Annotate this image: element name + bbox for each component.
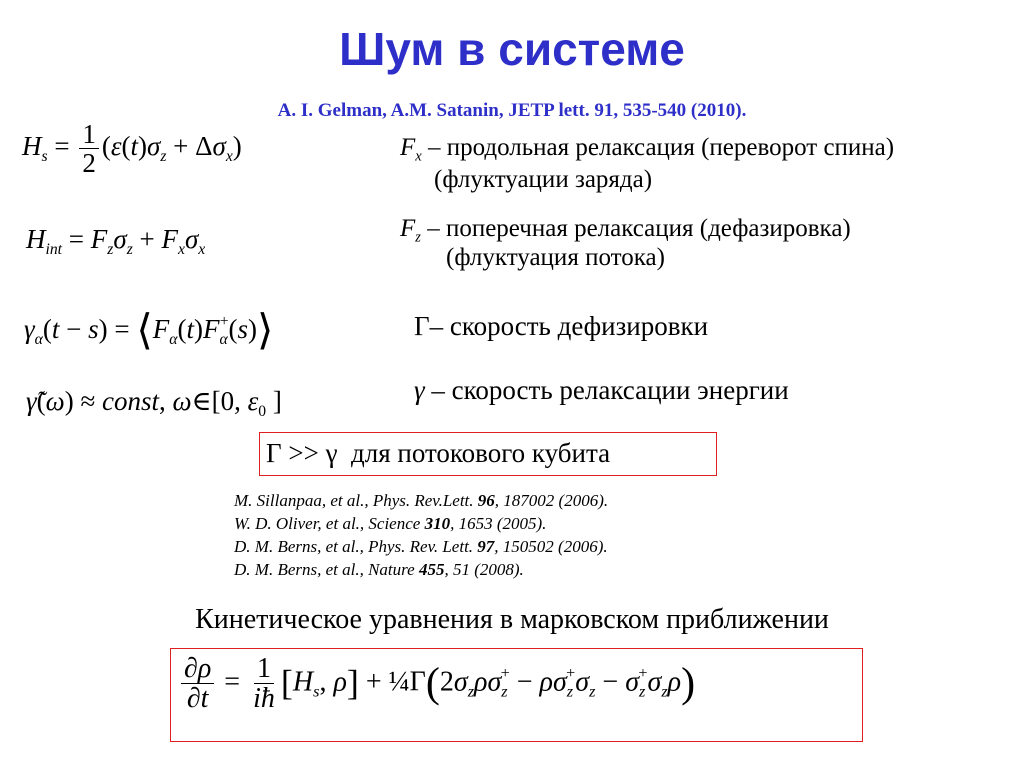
condition-formula: Γ >> γ <box>266 438 338 468</box>
fx-symbol: F <box>400 134 416 161</box>
gamma-text: – скорость релаксации энергии <box>431 375 789 405</box>
fx-text: – продольная релаксация (переворот спина) <box>427 134 895 161</box>
fx-description: $F_x$ – продольная релаксация (переворот спина) <box>400 134 895 165</box>
fx-note: (флуктуации заряда) <box>434 166 653 193</box>
Gamma-text: – скорость дефизировки <box>429 311 709 341</box>
energy-relaxation-description <box>414 375 789 406</box>
kinetic-equation: $\frac{\partial\rho}{\partial t}$ = $\frac{1}{iħ}$ [$H_s$, $\rho] + \frac{1}{4}\Gamma(2\sigma_z\rho\sigma_z^+ - \rho\sigma_z^+\sigma_z - \sigma_z^+\sigma_z\rho)$ <box>178 654 695 714</box>
equation-spectrum: γ̃(ω) ≈ const, ω∈[0, $\varepsilon_0$ ] <box>26 386 282 420</box>
fz-symbol: F <box>400 215 416 242</box>
equation-hamiltonian-interaction: $H_{int} = F_z\sigma_z + F_x\sigma_x$ <box>26 224 206 258</box>
equation-correlator: $\gamma_\alpha(t - s)$ = $⟨F_\alpha(t)F_\alpha^+(s)⟩$ <box>24 308 274 354</box>
fz-note: (флуктуация потока) <box>446 244 665 271</box>
condition-label: для потокового кубита <box>351 438 611 468</box>
Gamma-symbol: Γ <box>414 311 430 341</box>
fz-text: – поперечная релаксация (дефазировка) <box>427 215 851 242</box>
gamma-symbol: γ <box>414 375 425 405</box>
fz-description: $F_z$ – поперечная релаксация (дефазировка) <box>400 215 851 246</box>
dephasing-rate-description <box>414 311 708 342</box>
slide-title: Шум в системе <box>339 23 685 75</box>
reference-item: M. Sillanpaa, et al., Phys. Rev.Lett. 96, 187002 (2006). <box>234 491 609 510</box>
reference-item: W. D. Oliver, et al., Science 310, 1653 (2005). <box>234 514 547 533</box>
reference-item: D. M. Berns, et al., Phys. Rev. Lett. 97, 150502 (2006). <box>234 537 608 556</box>
reference-item: D. M. Berns, et al., Nature 455, 51 (2008). <box>234 560 524 579</box>
condition-text <box>266 438 610 469</box>
equation-hamiltonian-system: $H_s$ = $\frac{1}{2}$ $(\varepsilon(t)\sigma_z + \Delta\sigma_x)$ <box>22 119 242 179</box>
citation: A. I. Gelman, A.M. Satanin, JETP lett. 91, 535-540 (2010). <box>277 100 747 121</box>
reference-list <box>234 489 608 581</box>
kinetic-heading: Кинетическое уравнения в марковском приближении <box>195 604 829 635</box>
